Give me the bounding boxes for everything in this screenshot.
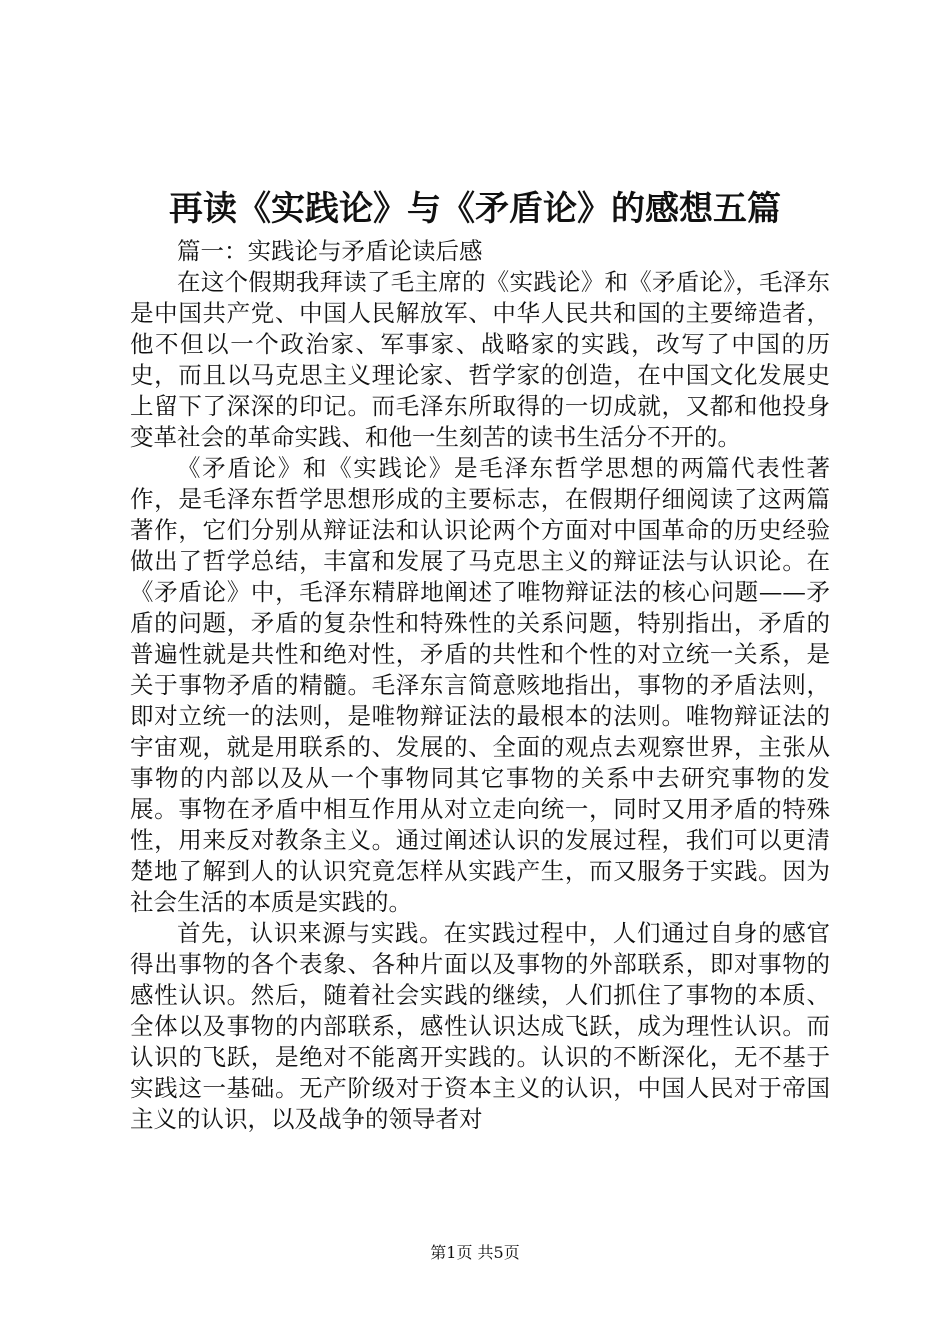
paragraph: 在这个假期我拜读了毛主席的《实践论》和《矛盾论》，毛泽东是中国共产党、中国人民解放军、中华人民共和国的主要缔造者，他不但以一个政治家、军事家、战略家的实践，改写了中国的历史，而且以马克思主义理论家、哲学家的创造，在中国文化发展史上留下了深深的印记。而毛泽东所取得的一切成就，又都和他投身变革社会的革命实践、和他一生刻苦的读书生活分不开的。 <box>130 268 830 451</box>
document-body <box>130 236 830 1135</box>
paragraph: 首先，认识来源与实践。在实践过程中，人们通过自身的感官得出事物的各个表象、各种片面以及事物的外部联系，即对事物的感性认识。然后，随着社会实践的继续，人们抓住了事物的本质、全体以及事物的内部联系，感性认识达成飞跃，成为理性认识。而认识的飞跃，是绝对不能离开实践的。认识的不断深化，无不基于实践这一基础。无产阶级对于资本主义的认识，中国人民对于帝国主义的认识，以及战争的领导者对 <box>130 919 830 1133</box>
section-heading: 篇一：实践论与矛盾论读后感 <box>177 237 483 265</box>
page-number-footer: 第1页 共5页 <box>430 1243 520 1262</box>
paragraph: 《矛盾论》和《实践论》是毛泽东哲学思想的两篇代表性著作，是毛泽东哲学思想形成的主要标志，在假期仔细阅读了这两篇著作，它们分别从辩证法和认识论两个方面对中国革命的历史经验做出了哲学总结，丰富和发展了马克思主义的辩证法与认识论。在《矛盾论》中，毛泽东精辟地阐述了唯物辩证法的核心问题——矛盾的问题，矛盾的复杂性和特殊性的关系问题，特别指出，矛盾的普遍性就是共性和绝对性，矛盾的共性和个性的对立统一关系，是关于事物矛盾的精髓。毛泽东言简意赅地指出，事物的矛盾法则，即对立统一的法则，是唯物辩证法的最根本的法则。唯物辩证法的宇宙观，就是用联系的、发展的、全面的观点去观察世界，主张从事物的内部以及从一个事物同其它事物的关系中去研究事物的发展。事物在矛盾中相互作用从对立走向统一，同时又用矛盾的特殊性，用来反对教条主义。通过阐述认识的发展过程，我们可以更清楚地了解到人的认识究竟怎样从实践产生，而又服务于实践。因为社会生活的本质是实践的。 <box>130 454 830 916</box>
document-title: 再读《实践论》与《矛盾论》的感想五篇 <box>169 189 781 229</box>
